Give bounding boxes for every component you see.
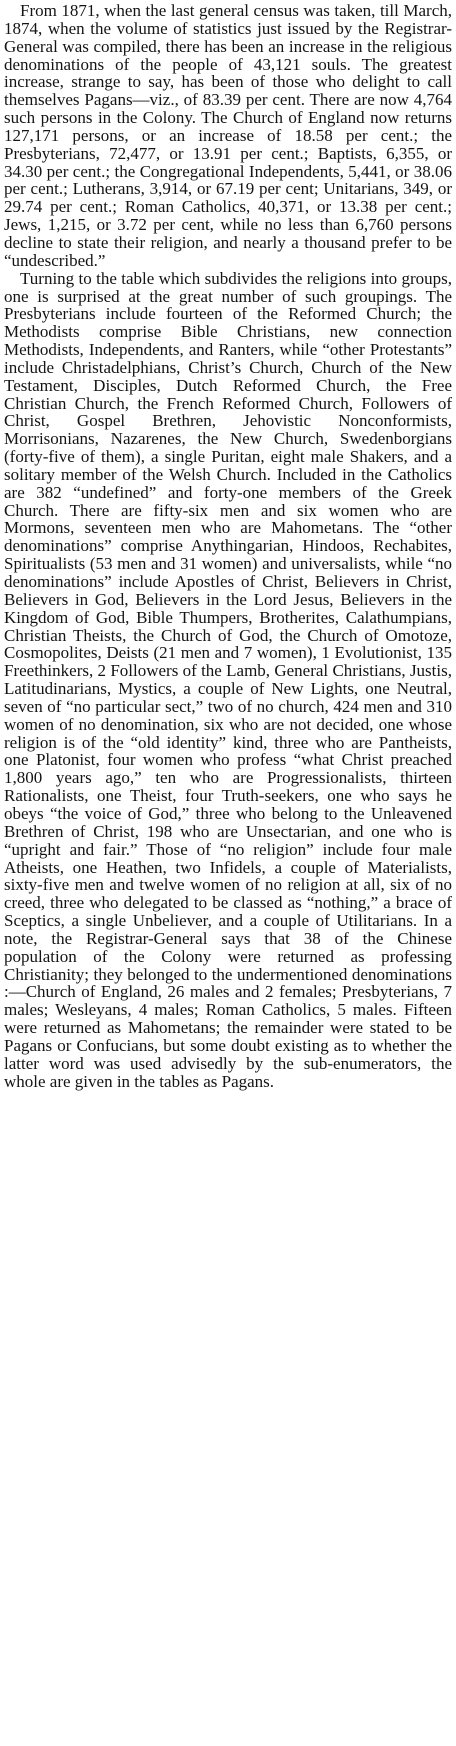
article-paragraph-1: From 1871, when the last general census was taken, till March, 1874, when the volume of statistics just issued by the Registrar-General was compiled, there has been an increase in the religious denominations of the people of 43,121 souls. The greatest increase, strange to say, has been of those who delight to call themselves Pagans—viz., of 83.39 per cent. There are now 4,764 such persons in the Colony. The Church of England now returns 127,171 persons, or an increase of 18.58 per cent.; the Presbyterians, 72,477, or 13.91 per cent.; Baptists, 6,355, or 34.30 per cent.; the Congregational Independents, 5,441, or 38.06 per cent.; Lutherans, 3,914, or 67.19 per cent; Unitarians, 349, or 29.74 per cent.; Roman Catholics, 40,371, or 13.38 per cent.; Jews, 1,215, or 3.72 per cent, while no less than 6,760 persons decline to state their religion, and nearly a thousand prefer to be “undescribed.” [4,1,452,270]
article-paragraph-2: Turning to the table which subdivides the religions into groups, one is surprised at the great number of such groupings. The Presbyterians include fourteen of the Reformed Church; the Methodists comprise Bible Christians, new connection Methodists, Independents, and Ranters, while “other Protestants” include Christadelphians, Christ’s Church, Church of the New Testament, Disciples, Dutch Reformed Church, the Free Christian Church, the French Reformed Church, Followers of Christ, Gospel Brethren, Jehovistic Nonconformists, Morrisonians, Nazarenes, the New Church, Swedenborgians (forty-five of them), a single Puritan, eight male Shakers, and a solitary member of the Welsh Church. Included in the Catholics are 382 “undefined” and forty-one members of the Greek Church. There are fifty-six men and six women who are Mormons, seventeen men who are Mahometans. The “other denominations” comprise Anythingarian, Hindoos, Rechabites, Spiritualists (53 men and 31 women) and universalists, while “no denominations” include Apostles of Christ, Believers in Christ, Believers in God, Believers in the Lord Jesus, Believers in the Kingdom of God, Bible Thumpers, Brotherites, Calathumpians, Christian Theists, the Church of God, the Church of Omotoze, Cosmopolites, Deists (21 men and 7 women), 1 Evolutionist, 135 Freethinkers, 2 Followers of the Lamb, General Christians, Justis, Latitudinarians, Mystics, a couple of New Lights, one Neutral, seven of “no particular sect,” two of no church, 424 men and 310 women of no denomination, six who are not decided, one whose religion is of the “old identity” kind, three who are Pantheists, one Platonist, four women who profess “what Christ preached 1,800 years ago,” ten who are Progressionalists, thirteen Rationalists, one Theist, four Truth-seekers, one who says he obeys “the voice of God,” three who belong to the Unleavened Brethren of Christ, 198 who are Unsectarian, and one who is “upright and fair.” Those of “no religion” include four male Atheists, one Heathen, two Infidels, a couple of Materialists, sixty-five men and twelve women of no religion at all, six of no creed, three who delegated to be classed as “nothing,” a brace of Sceptics, a single Unbeliever, and a couple of Utilitarians. In a note, the Registrar-General says that 38 of the Chinese population of the Colony were returned as professing Christianity; they belonged to the undermentioned denominations :—Church of England, 26 males and 2 females; Presbyterians, 7 males; Wesleyans, 4 males; Roman Catholics, 5 males. Fifteen were returned as Mahometans; the remainder were stated to be Pagans or Confucians, but some doubt existing as to whether the latter word was used advisedly by the sub-enumerators, the whole are given in the tables as Pagans. [4,268,452,1091]
